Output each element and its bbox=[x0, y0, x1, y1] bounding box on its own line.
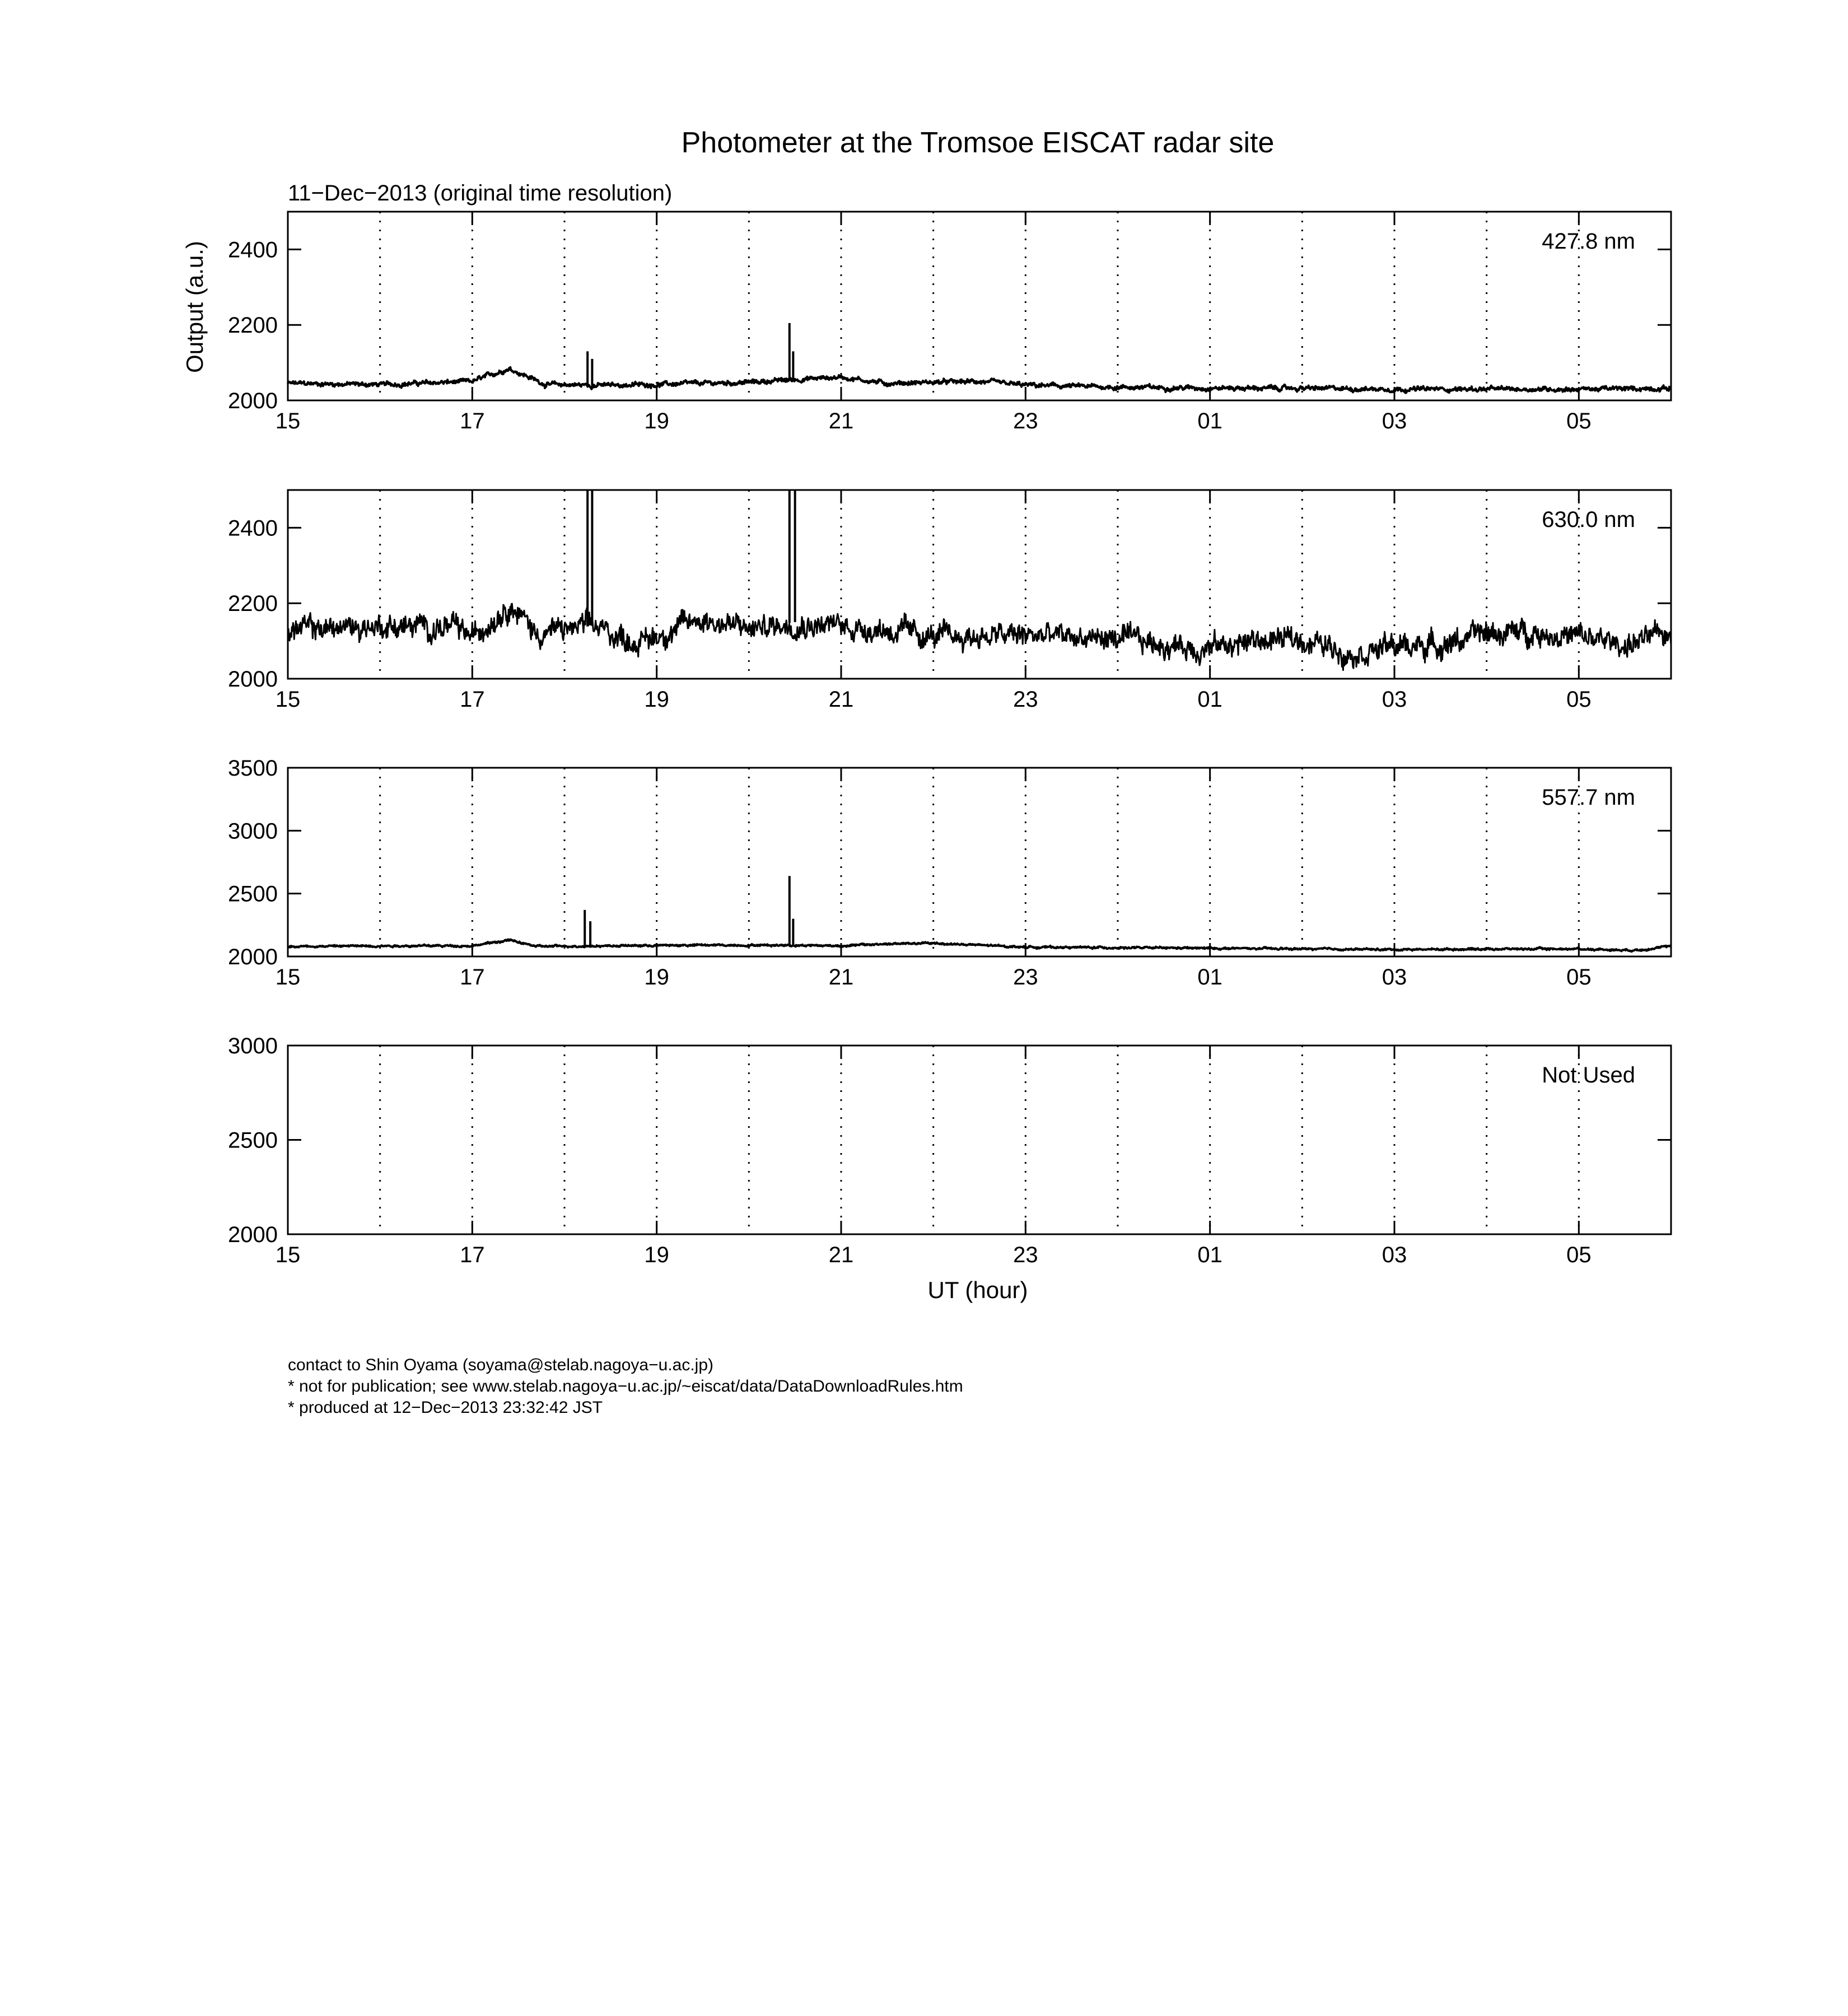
panel-4 bbox=[228, 1034, 1671, 1267]
y-tick-label: 2000 bbox=[228, 389, 278, 413]
x-tick-label: 01 bbox=[1197, 1243, 1222, 1267]
x-tick-label: 17 bbox=[460, 1243, 485, 1267]
x-tick-label: 01 bbox=[1197, 687, 1222, 712]
x-tick-label: 21 bbox=[828, 409, 854, 433]
panel-label: Not Used bbox=[1542, 1063, 1635, 1088]
x-tick-label: 03 bbox=[1382, 965, 1407, 990]
y-tick-label: 2000 bbox=[228, 667, 278, 692]
x-tick-label: 17 bbox=[460, 687, 485, 712]
x-tick-label: 21 bbox=[828, 1243, 854, 1267]
x-tick-label: 19 bbox=[644, 1243, 669, 1267]
x-tick-label: 03 bbox=[1382, 409, 1407, 433]
y-tick-label: 3500 bbox=[228, 756, 278, 781]
panel-3 bbox=[228, 756, 1671, 990]
x-tick-label: 23 bbox=[1013, 687, 1038, 712]
x-tick-label: 05 bbox=[1566, 409, 1592, 433]
x-tick-label: 05 bbox=[1566, 687, 1592, 712]
y-tick-label: 2000 bbox=[228, 1222, 278, 1247]
panel-frame bbox=[288, 490, 1671, 679]
y-tick-label: 2200 bbox=[228, 591, 278, 617]
x-tick-label: 01 bbox=[1197, 965, 1222, 990]
panels-group bbox=[228, 212, 1671, 1267]
panel-frame bbox=[288, 212, 1671, 400]
y-axis-label: Output (a.u.) bbox=[181, 241, 208, 373]
x-tick-label: 03 bbox=[1382, 687, 1407, 712]
x-tick-label: 19 bbox=[644, 965, 669, 990]
y-tick-label: 2500 bbox=[228, 881, 278, 907]
x-tick-label: 01 bbox=[1197, 409, 1222, 433]
footer-rules: * not for publication; see www.stelab.nagoya−u.ac.jp/~eiscat/data/DataDownloadRules.htm bbox=[288, 1377, 963, 1396]
x-tick-label: 21 bbox=[828, 687, 854, 712]
x-tick-label: 15 bbox=[275, 409, 301, 433]
x-tick-label: 23 bbox=[1013, 1243, 1038, 1267]
x-tick-label: 15 bbox=[275, 687, 301, 712]
x-tick-label: 19 bbox=[644, 409, 669, 433]
panel-label: 427.8 nm bbox=[1542, 229, 1635, 254]
x-tick-label: 23 bbox=[1013, 965, 1038, 990]
y-tick-label: 3000 bbox=[228, 819, 278, 844]
x-tick-label: 15 bbox=[275, 965, 301, 990]
x-tick-label: 23 bbox=[1013, 409, 1038, 433]
footer-produced: * produced at 12−Dec−2013 23:32:42 JST bbox=[288, 1398, 603, 1417]
x-tick-label: 03 bbox=[1382, 1243, 1407, 1267]
x-tick-label: 19 bbox=[644, 687, 669, 712]
panel-1 bbox=[228, 212, 1671, 433]
panel-frame bbox=[288, 1046, 1671, 1234]
x-tick-label: 17 bbox=[460, 965, 485, 990]
footer-contact: contact to Shin Oyama (soyama@stelab.nagoya−u.ac.jp) bbox=[288, 1356, 714, 1374]
x-tick-label: 15 bbox=[275, 1243, 301, 1267]
chart-subtitle: 11−Dec−2013 (original time resolution) bbox=[288, 181, 673, 206]
y-tick-label: 2500 bbox=[228, 1128, 278, 1153]
y-tick-label: 2400 bbox=[228, 237, 278, 263]
series-line bbox=[288, 604, 1671, 670]
y-tick-label: 3000 bbox=[228, 1034, 278, 1058]
series-line bbox=[288, 940, 1671, 952]
panel-label: 557.7 nm bbox=[1542, 785, 1635, 810]
x-tick-label: 05 bbox=[1566, 965, 1592, 990]
x-tick-label: 05 bbox=[1566, 1243, 1592, 1267]
x-axis-label: UT (hour) bbox=[927, 1277, 1028, 1303]
series-line bbox=[288, 367, 1671, 393]
y-tick-label: 2000 bbox=[228, 945, 278, 969]
panel-2 bbox=[228, 490, 1671, 712]
y-tick-label: 2400 bbox=[228, 516, 278, 541]
x-tick-label: 17 bbox=[460, 409, 485, 433]
panel-label: 630.0 nm bbox=[1542, 507, 1635, 532]
chart-title: Photometer at the Tromsoe EISCAT radar site bbox=[681, 127, 1275, 159]
y-tick-label: 2200 bbox=[228, 313, 278, 338]
x-tick-label: 21 bbox=[828, 965, 854, 990]
panel-frame bbox=[288, 768, 1671, 956]
